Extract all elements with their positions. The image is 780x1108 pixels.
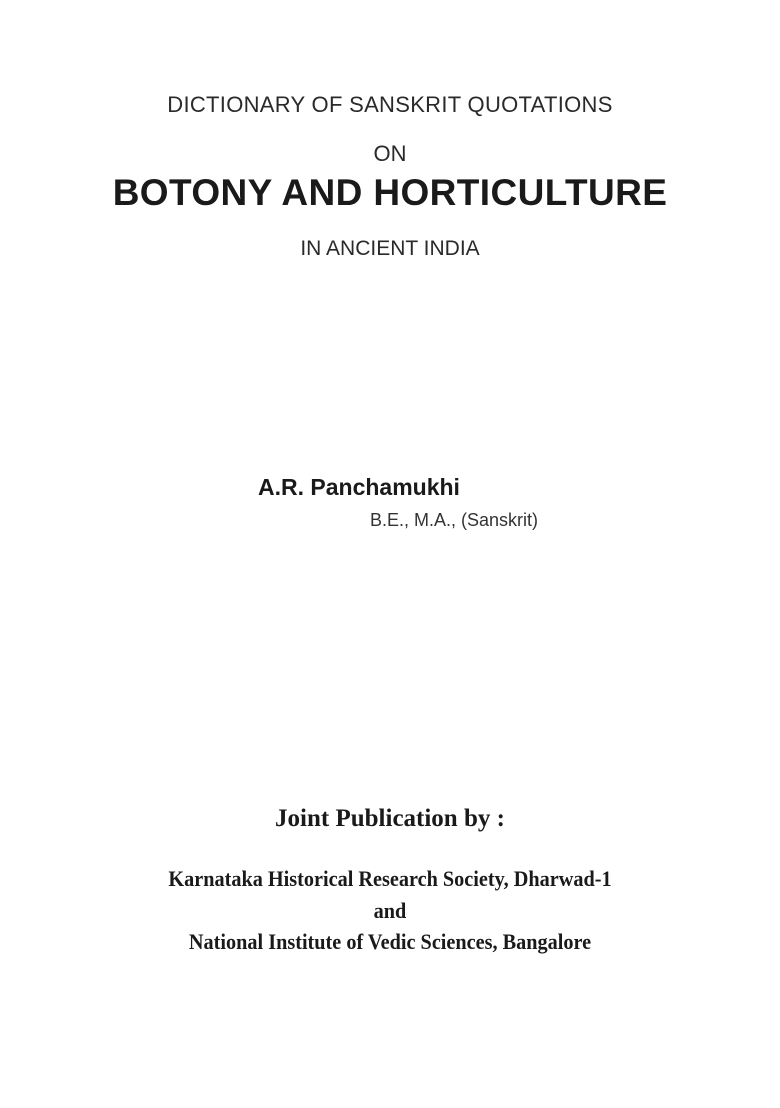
book-title: BOTONY AND HORTICULTURE — [112, 172, 668, 213]
publisher-2: National Institute of Vedic Sciences, Bangalore — [188, 929, 592, 954]
publisher-1: Karnataka Historical Research Society, Dharwad-1 — [168, 866, 612, 891]
author-name: A.R. Panchamukhi — [258, 474, 460, 500]
series-title: DICTIONARY OF SANSKRIT QUOTATIONS — [167, 92, 613, 117]
author-degrees: B.E., M.A., (Sanskrit) — [370, 510, 539, 530]
publication-heading: Joint Publication by : — [275, 805, 505, 832]
publisher-conjunction: and — [373, 898, 407, 923]
book-subtitle: IN ANCIENT INDIA — [300, 237, 480, 260]
title-connector: ON — [373, 141, 407, 166]
